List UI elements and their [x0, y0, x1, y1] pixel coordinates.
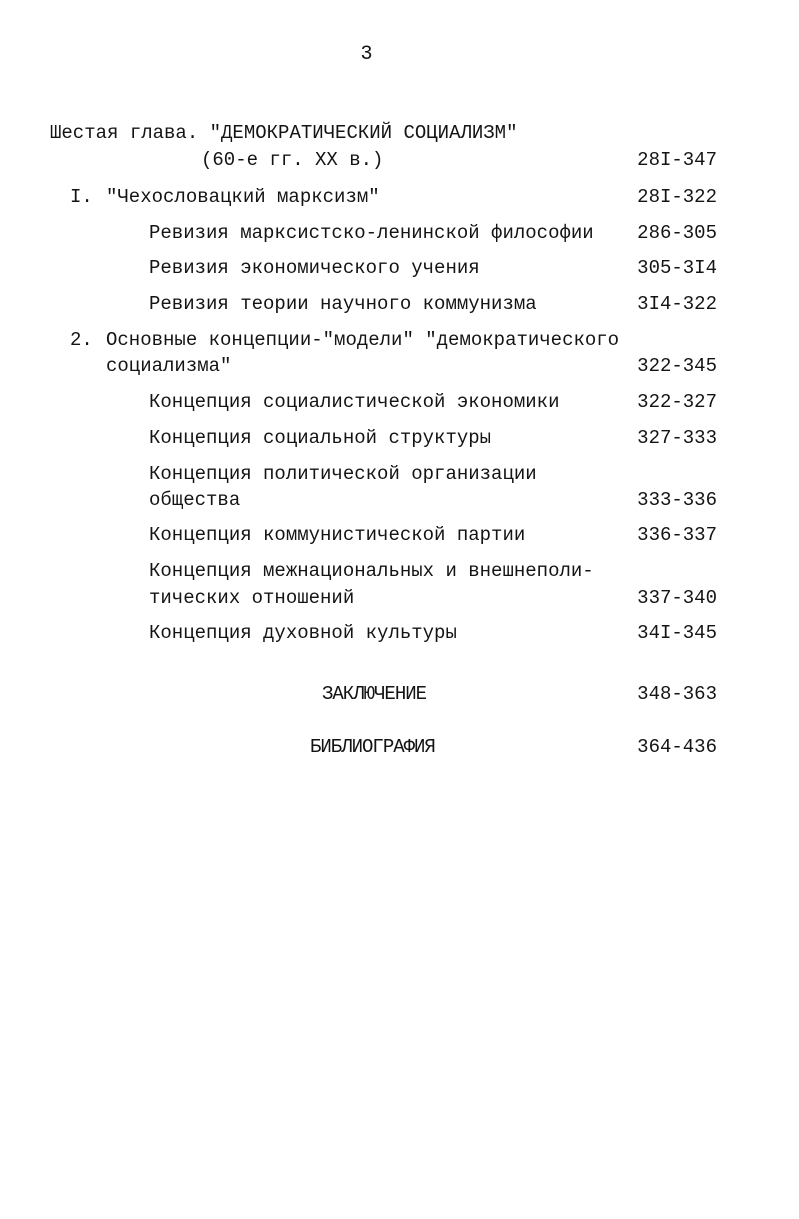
- bibliography-pages: 364-436: [637, 736, 717, 758]
- toc-entry-pages: 336-337: [637, 524, 717, 546]
- toc-entry-pages: 305-3I4: [637, 257, 717, 279]
- bibliography-title: БИБЛИОГРАФИЯ: [310, 736, 435, 758]
- toc-entry: Концепция духовной культуры: [149, 622, 457, 644]
- section2-title-line1: Основные концепции-"модели" "демократического: [106, 329, 620, 351]
- conclusion-title: ЗАКЛЮЧЕНИЕ: [322, 683, 427, 705]
- toc-entry-line2: общества: [149, 489, 241, 511]
- conclusion-pages: 348-363: [637, 683, 717, 705]
- toc-entry: Ревизия теории научного коммунизма: [149, 293, 537, 315]
- toc-entry: Концепция коммунистической партии: [149, 524, 526, 546]
- section2-number: 2.: [70, 329, 93, 351]
- chapter-title-line1: Шестая глава. "ДЕМОКРАТИЧЕСКИЙ СОЦИАЛИЗМ": [50, 122, 518, 144]
- chapter-title-line2: (60-е гг. XX в.): [201, 149, 384, 171]
- toc-entry-pages: 322-327: [637, 391, 717, 413]
- chapter-pages: 28I-347: [637, 149, 717, 171]
- toc-entry: Ревизия марксистско-ленинской философии: [149, 222, 594, 244]
- toc-entry: Концепция социальной структуры: [149, 427, 492, 449]
- toc-entry-pages: 327-333: [637, 427, 717, 449]
- section1-pages: 28I-322: [637, 186, 717, 208]
- toc-entry-line1: Концепция политической организации: [149, 463, 537, 485]
- toc-entry-pages: 34I-345: [637, 622, 717, 644]
- toc-entry: Концепция социалистической экономики: [149, 391, 560, 413]
- toc-entry-line1: Концепция межнациональных и внешнеполи-: [149, 560, 594, 582]
- toc-entry-line2: тических отношений: [149, 587, 355, 609]
- toc-entry: Ревизия экономического учения: [149, 257, 480, 279]
- toc-entry-pages: 3I4-322: [637, 293, 717, 315]
- toc-entry-pages: 286-305: [637, 222, 717, 244]
- section1-number: I.: [70, 186, 93, 208]
- page-number: 3: [360, 43, 373, 66]
- toc-entry-pages: 337-340: [637, 587, 717, 609]
- section1-title: "Чехословацкий марксизм": [106, 186, 380, 208]
- section2-title-line2: социализма": [106, 355, 232, 377]
- toc-entry-pages: 333-336: [637, 489, 717, 511]
- section2-pages: 322-345: [637, 355, 717, 377]
